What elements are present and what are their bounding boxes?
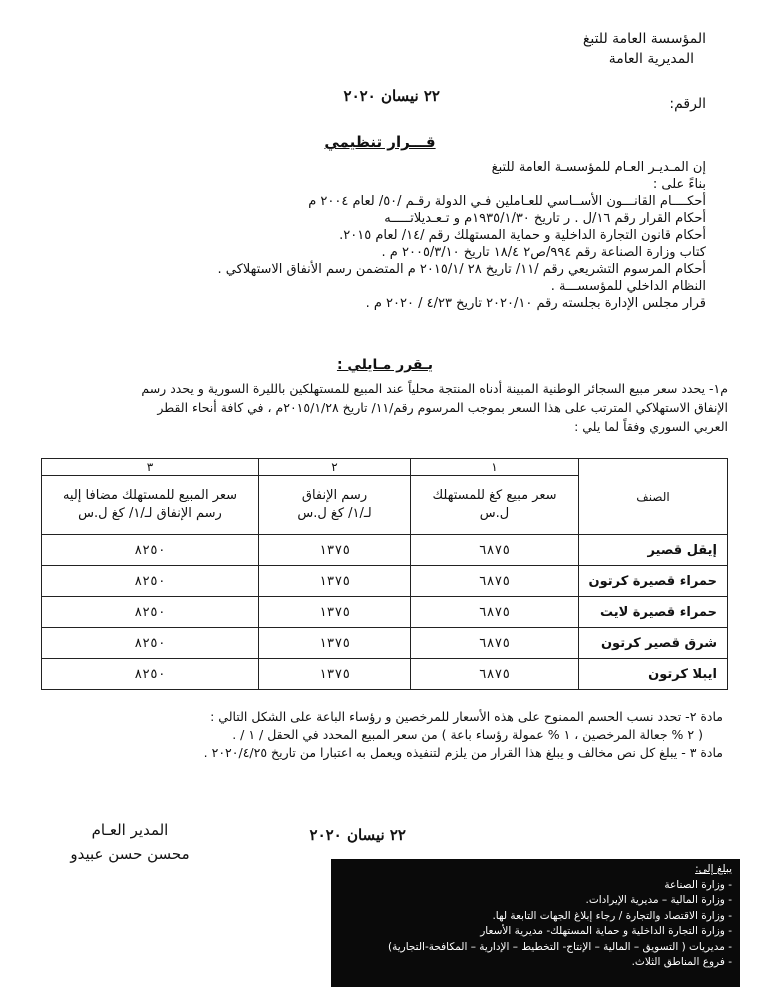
- distribution-item: - مديريات ( التسويق – المالية – الإنتاج- التخطيط – الإدارية – المكافحة-التجارية): [387, 940, 732, 953]
- preamble-line: أحكام القرار رقم ١٦/ل . ر تاريخ ١٩٣٥/١/٣٠م و تـعـديلاتـــــه: [384, 211, 706, 226]
- reference-label: الرقم:: [669, 96, 706, 112]
- fee-cell: ١٣٧٥: [259, 566, 411, 597]
- decides-heading: يـقرر مـايلي :: [336, 357, 434, 373]
- header-date-stamp: ٢٢ نيسان ٢٠٢٠: [343, 87, 440, 105]
- preamble-line: أحكام المرسوم التشريعي رقم /١١/ تاريخ ٢٨ /٢٠١٥/١ م المتضمن رسم الأنفاق الاستهلاكي .: [217, 262, 706, 277]
- price-cell: ٦٨٧٥: [411, 597, 579, 628]
- preamble-line: بناءً على :: [652, 177, 706, 192]
- header-line: لـ/١/ كغ ل.س: [297, 506, 372, 521]
- signatory-name: محسن حسن عبيدو: [70, 845, 190, 863]
- org-header: [446, 29, 706, 69]
- distribution-item: - وزارة المالية – مديرية الإيرادات.: [585, 894, 732, 906]
- distribution-item: - وزارة الصناعة: [664, 878, 732, 891]
- table-row: [42, 628, 728, 659]
- header-line: رسم الإنفاق: [301, 488, 368, 503]
- preamble-line: أحكــــام القانـــون الأســاسي للعـاملين فـي الدولة رقـم /٥٠/ لعام ٢٠٠٤ م: [308, 194, 706, 209]
- preamble-line: قرار مجلس الإدارة بجلسته رقم ٢٠٢٠/١٠ تاريخ ٤/٢٣ / ٢٠٢٠ م .: [365, 296, 706, 311]
- table-row: [42, 566, 728, 597]
- table-row: [42, 535, 728, 566]
- category-cell: شرق قصير كرتون: [579, 628, 728, 659]
- table-row: [42, 597, 728, 628]
- price-table: [41, 458, 728, 690]
- article-1-line: الإنفاق الاستهلاكي المترتب على هذا السعر بموجب المرسوم رقم/١١/ تاريخ ٢٠١٥/١/٢٨م ، في كافة أنحاء القطر: [157, 400, 728, 415]
- preamble-line: كتاب وزارة الصناعة رقم ٩٩٤/ص٢ ١٨/٤ تاريخ ٢٠٠٥/٣/١٠ م .: [381, 245, 706, 260]
- category-cell: حمراء قصيرة لايت: [579, 597, 728, 628]
- category-header: الصنف: [579, 459, 728, 535]
- articles-2-3: [38, 708, 723, 762]
- distribution-item: - وزارة التجارة الداخلية و حماية المستهلك- مديرية الأسعار: [480, 925, 732, 937]
- table-row: [42, 659, 728, 690]
- article-2-line: مادة ٢- تحدد نسب الحسم الممنوح على هذه الأسعار للمرخصين و رؤساء الباعة على الشكل التالي :: [210, 709, 723, 724]
- fee-cell: ١٣٧٥: [259, 597, 411, 628]
- column-number: ٢: [259, 459, 411, 476]
- category-cell: حمراء قصيرة كرتون: [579, 566, 728, 597]
- org-name: المؤسسة العامة للتبغ: [582, 31, 706, 47]
- article-1-line: م١- يحدد سعر مبيع السجائر الوطنية المبينة أدناه المنتجة محلياً عند المبيع للمستهلكين بالليرة السورية و يحدد رسم: [141, 381, 728, 396]
- total-cell: ٨٢٥٠: [42, 566, 259, 597]
- header-line: سعر مبيع كغ للمستهلك: [432, 488, 557, 503]
- price-cell: ٦٨٧٥: [411, 628, 579, 659]
- preamble-line: النظام الداخلي للمؤسســـة .: [550, 279, 706, 294]
- signature-date-stamp: ٢٢ نيسان ٢٠٢٠: [309, 826, 406, 844]
- signatory-title: المدير العـام: [91, 821, 169, 839]
- header-line: ل.س: [479, 506, 510, 521]
- distribution-title: يبلغ إلى:: [695, 863, 732, 875]
- column-number: ٣: [42, 459, 259, 476]
- total-cell: ٨٢٥٠: [42, 535, 259, 566]
- distribution-item: - فروع المناطق الثلاث.: [631, 956, 732, 968]
- directorate-name: المديرية العامة: [608, 51, 694, 67]
- price-column-header: [411, 476, 579, 535]
- column-number-row: [42, 459, 728, 476]
- total-cell: ٨٢٥٠: [42, 597, 259, 628]
- distribution-item: - وزارة الاقتصاد والتجارة / رجاء إبلاغ الجهات التابعة لها.: [492, 909, 732, 922]
- preamble: [46, 159, 706, 312]
- total-column-header: [42, 476, 259, 535]
- fee-cell: ١٣٧٥: [259, 628, 411, 659]
- fee-column-header: [259, 476, 411, 535]
- category-cell: ايبلا كرتون: [579, 659, 728, 690]
- preamble-line: إن المـديـر العـام للمؤسسـة العامة للتبغ: [491, 160, 706, 175]
- preamble-line: أحكام قانون التجارة الداخلية و حماية المستهلك رقم /١٤/ لعام ٢٠١٥.: [339, 228, 706, 243]
- document-title: قـــرار تنظيمي: [324, 133, 436, 151]
- article-2-line: ( ٢ % جعالة المرخصين ، ١ % عمولة رؤساء باعة ) من سعر المبيع المحدد في الحقل / ١ / .: [232, 727, 703, 742]
- header-line: رسم الإنفاق لـ/١/ كغ ل.س: [78, 506, 222, 521]
- fee-cell: ١٣٧٥: [259, 535, 411, 566]
- total-cell: ٨٢٥٠: [42, 659, 259, 690]
- header-line: سعر المبيع للمستهلك مضافا إليه: [62, 488, 238, 503]
- price-cell: ٦٨٧٥: [411, 535, 579, 566]
- article-1: [38, 379, 728, 436]
- distribution-box: [331, 859, 740, 987]
- fee-cell: ١٣٧٥: [259, 659, 411, 690]
- article-1-line: العربي السوري وفقاً لما يلي :: [574, 419, 728, 434]
- article-3-line: مادة ٣ - يبلغ كل نص مخالف و يبلغ هذا القرار من يلزم لتنفيذه ويعمل به اعتبارا من تاريخ ٢٠٢٠/٤/٢٥ .: [203, 745, 723, 760]
- price-cell: ٦٨٧٥: [411, 566, 579, 597]
- signature-block: [30, 818, 230, 866]
- column-number: ١: [411, 459, 579, 476]
- total-cell: ٨٢٥٠: [42, 628, 259, 659]
- category-cell: إيقل قصير: [579, 535, 728, 566]
- price-cell: ٦٨٧٥: [411, 659, 579, 690]
